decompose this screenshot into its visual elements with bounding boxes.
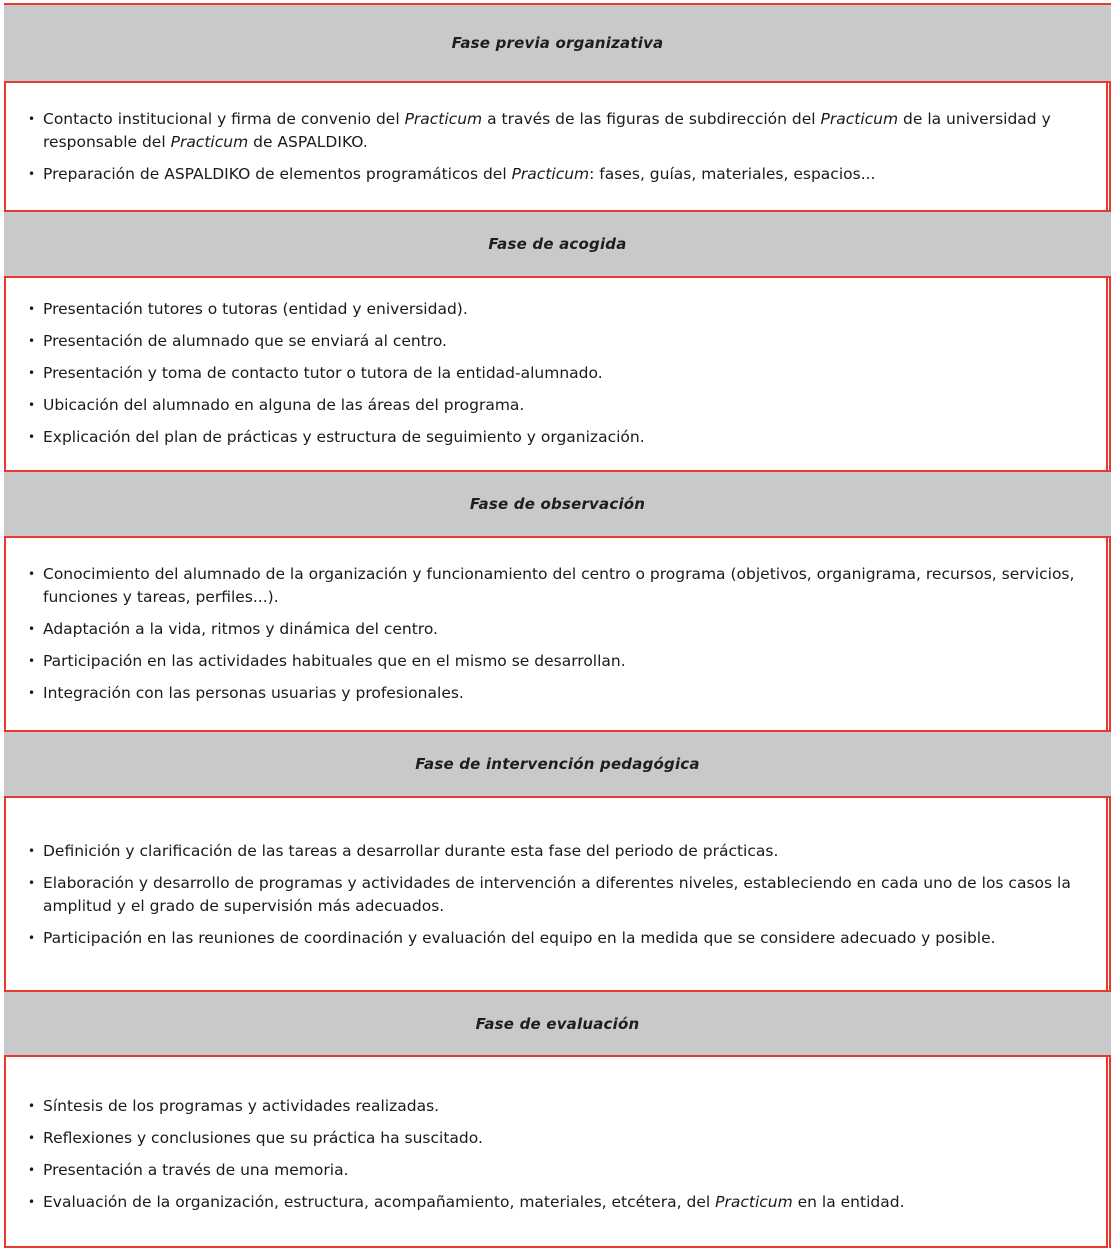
right-border xyxy=(1109,3,1111,1248)
section-content-observacion xyxy=(28,563,1101,705)
section-header-evaluacion xyxy=(4,990,1111,1057)
section-title: Fase de observación xyxy=(469,495,646,513)
section-header-previa xyxy=(4,3,1111,83)
list-item: • Definición y clarificación de las tareas a desarrollar durante esta fase del periodo de prácticas. xyxy=(28,840,1101,863)
section-content-evaluacion xyxy=(28,1095,1101,1214)
section-title: Fase de acogida xyxy=(488,235,627,253)
list-item: • Presentación a través de una memoria. xyxy=(28,1159,1101,1182)
list-item: • Presentación de alumnado que se enviará al centro. xyxy=(28,330,1101,353)
list-item: • Participación en las reuniones de coordinación y evaluación del equipo en la medida que se considere adecuado y posible. xyxy=(28,927,1101,950)
list-item: • Conocimiento del alumnado de la organización y funcionamiento del centro o programa (objetivos, organigrama, recursos, servicios, funciones y tareas, perfiles...). xyxy=(28,563,1101,609)
list-item: • Elaboración y desarrollo de programas y actividades de intervención a diferentes niveles, estableciendo en cada uno de los casos la amplitud y el grado de supervisión más adecuados. xyxy=(28,872,1101,918)
list-item: • Explicación del plan de prácticas y estructura de seguimiento y organización. xyxy=(28,426,1101,449)
section-title: Fase previa organizativa xyxy=(451,34,664,52)
list-item: • Ubicación del alumnado en alguna de las áreas del programa. xyxy=(28,394,1101,417)
section-title: Fase de evaluación xyxy=(475,1014,640,1033)
list-item: • Evaluación de la organización, estructura, acompañamiento, materiales, etcétera, del Practicum en la entidad. xyxy=(28,1191,1101,1214)
list-item: • Integración con las personas usuarias y profesionales. xyxy=(28,682,1101,705)
section-content-acogida xyxy=(28,298,1101,449)
list-item: • Adaptación a la vida, ritmos y dinámica del centro. xyxy=(28,618,1101,641)
section-header-intervencion xyxy=(4,730,1111,798)
list-item: • Reflexiones y conclusiones que su práctica ha suscitado. xyxy=(28,1127,1101,1150)
list-item: • Presentación y toma de contacto tutor o tutora de la entidad-alumnado. xyxy=(28,362,1101,385)
section-header-acogida xyxy=(4,210,1111,278)
section-header-observacion xyxy=(4,470,1111,538)
list-item: • Contacto institucional y firma de convenio del Practicum a través de las figuras de subdirección del Practicum de la universidad y responsable del Practicum de ASPALDIKO. xyxy=(28,108,1101,154)
section-content-intervencion xyxy=(28,840,1101,950)
section-content-previa xyxy=(28,108,1101,186)
list-item: • Participación en las actividades habituales que en el mismo se desarrollan. xyxy=(28,650,1101,673)
list-item: • Presentación tutores o tutoras (entidad y eniversidad). xyxy=(28,298,1101,321)
section-title: Fase de intervención pedagógica xyxy=(415,755,700,773)
list-item: • Síntesis de los programas y actividades realizadas. xyxy=(28,1095,1101,1118)
list-item: • Preparación de ASPALDIKO de elementos programáticos del Practicum: fases, guías, materiales, espacios... xyxy=(28,163,1101,186)
